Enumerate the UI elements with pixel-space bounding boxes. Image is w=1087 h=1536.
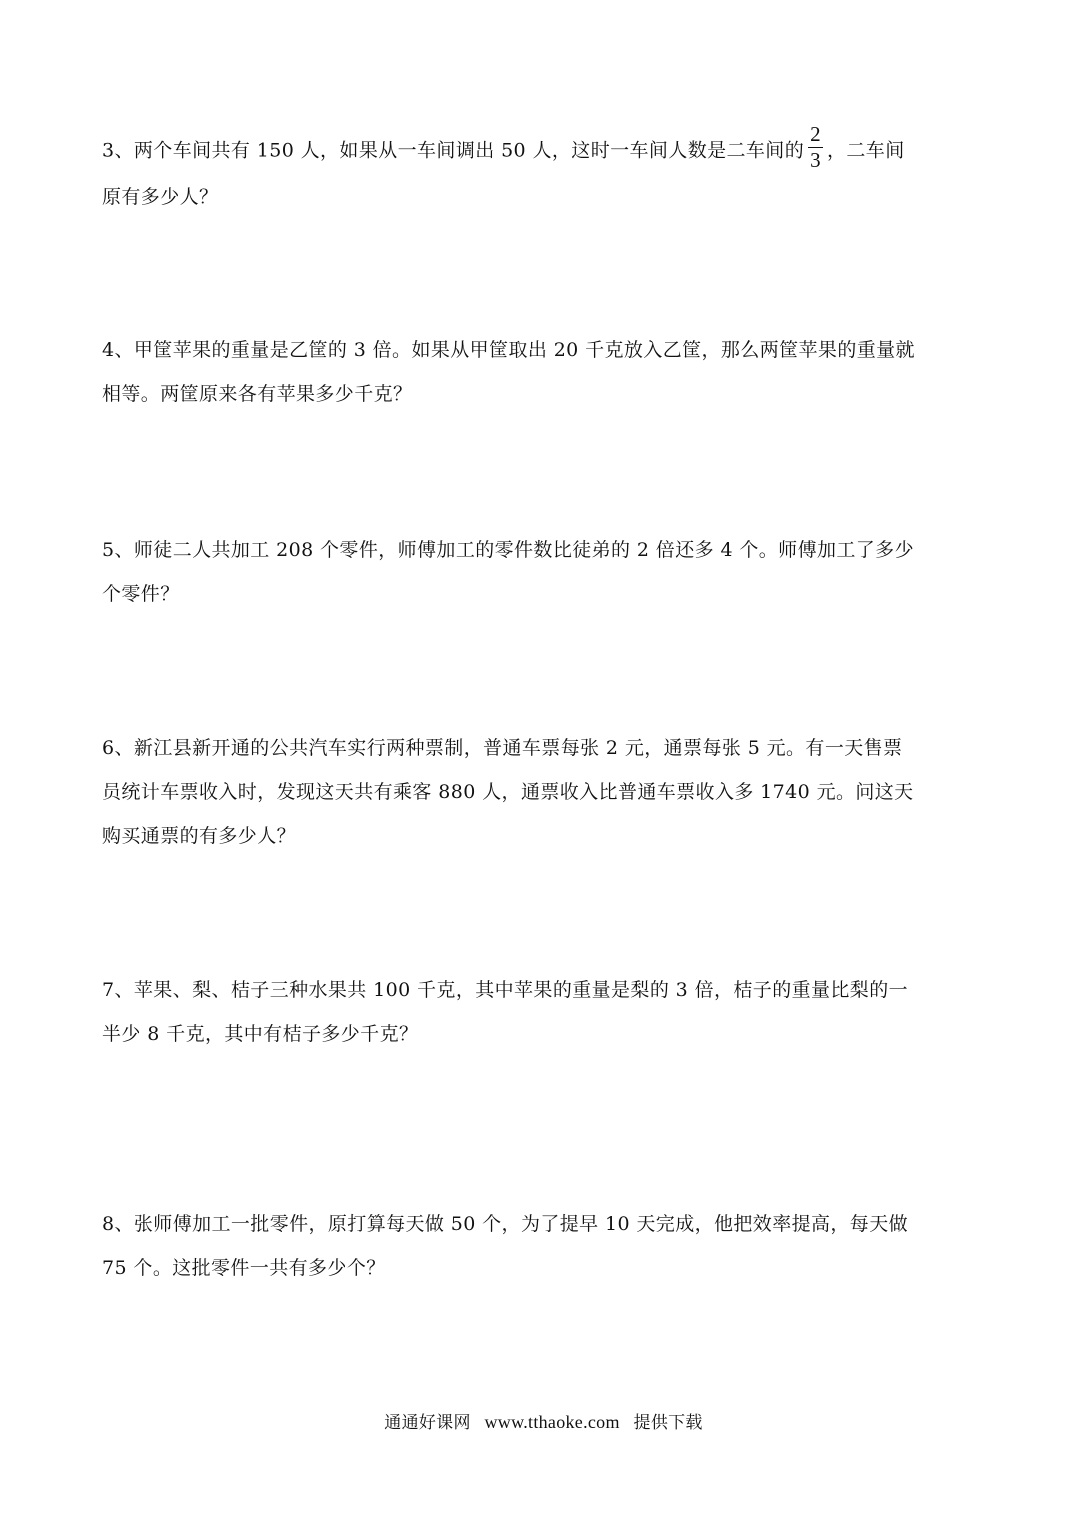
footer-suffix: 提供下载 bbox=[633, 1413, 703, 1433]
fraction-two-thirds bbox=[808, 124, 823, 171]
problem-8-line-2: 75 个。这批零件一共有多少个？ bbox=[102, 1257, 386, 1279]
problem-3-line-1 bbox=[102, 122, 990, 175]
problem-7 bbox=[102, 968, 990, 1056]
problem-8-line-1: 8、张师傅加工一批零件，原打算每天做 50 个，为了提早 10 天完成，他把效率提高，每天做 bbox=[102, 1213, 909, 1235]
problem-3 bbox=[102, 122, 990, 219]
fraction-numerator: 2 bbox=[810, 122, 821, 146]
problem-4-line-2: 相等。两筐原来各有苹果多少千克？ bbox=[102, 383, 413, 405]
problem-5 bbox=[102, 528, 990, 616]
problem-7-line-2: 半少 8 千克，其中有桔子多少千克？ bbox=[102, 1023, 419, 1045]
problem-8 bbox=[102, 1202, 990, 1290]
problem-4 bbox=[102, 328, 990, 416]
page-footer bbox=[0, 1408, 1087, 1433]
footer-site-name: 通通好课网 bbox=[384, 1413, 471, 1433]
footer-url-link[interactable]: www.tthaoke.com bbox=[484, 1412, 620, 1432]
problem-3-text-after-fraction: ，二车间 bbox=[827, 139, 905, 162]
problem-4-line-1: 4、甲筐苹果的重量是乙筐的 3 倍。如果从甲筐取出 20 千克放入乙筐，那么两筐苹果的重量就 bbox=[102, 339, 915, 361]
problem-3-line-2: 原有多少人？ bbox=[102, 186, 219, 208]
problem-3-text-before-fraction: 3、两个车间共有 150 人，如果从一车间调出 50 人，这时一车间人数是二车间的 bbox=[102, 139, 805, 162]
problem-6-line-2: 员统计车票收入时，发现这天共有乘客 880 人，通票收入比普通车票收入多 1740 元。问这天 bbox=[102, 781, 914, 803]
problem-5-line-2: 个零件？ bbox=[102, 583, 180, 605]
problem-5-line-1: 5、师徒二人共加工 208 个零件，师傅加工的零件数比徒弟的 2 倍还多 4 个。师傅加工了多少 bbox=[102, 539, 914, 561]
problem-6-line-1: 6、新江县新开通的公共汽车实行两种票制，普通车票每张 2 元，通票每张 5 元。有一天售票 bbox=[102, 737, 903, 759]
problem-6 bbox=[102, 726, 990, 858]
problem-7-line-1: 7、苹果、梨、桔子三种水果共 100 千克，其中苹果的重量是梨的 3 倍，桔子的重量比梨的一 bbox=[102, 979, 909, 1001]
problem-6-line-3: 购买通票的有多少人？ bbox=[102, 825, 297, 847]
fraction-denominator: 3 bbox=[810, 148, 821, 172]
